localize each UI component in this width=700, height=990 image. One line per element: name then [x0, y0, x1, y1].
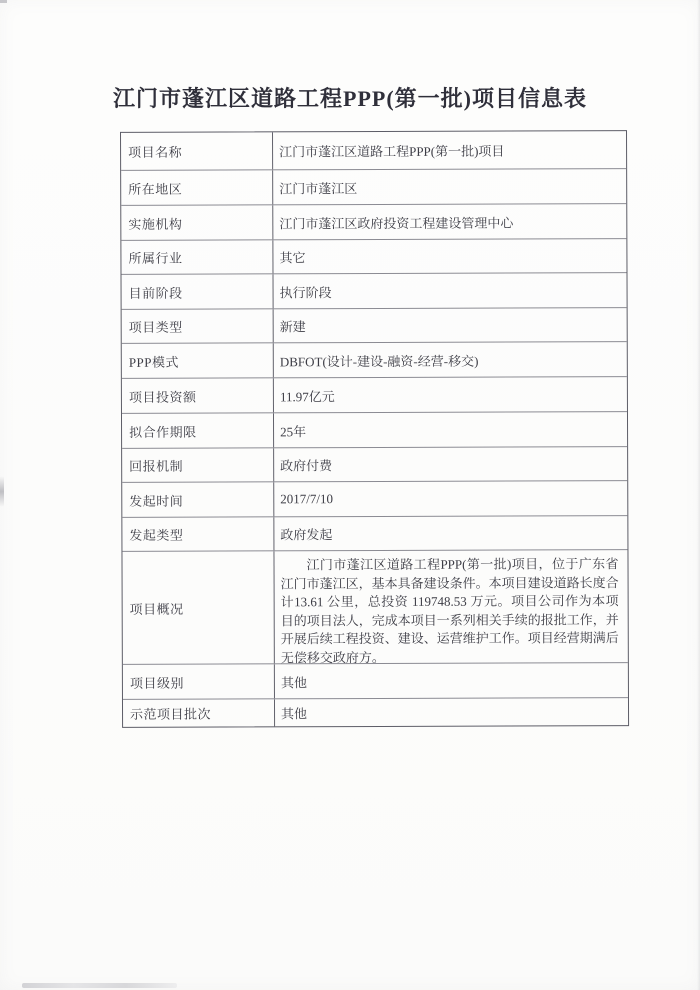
field-value — [274, 550, 627, 666]
field-label: 发起时间 — [122, 482, 274, 517]
table-row — [121, 203, 626, 240]
field-value: 2017/7/10 — [280, 491, 334, 507]
table-row — [122, 376, 627, 413]
scan-artifact-corner — [0, 0, 7, 3]
field-label: 实施机构 — [121, 205, 273, 240]
scan-artifact-bottom — [22, 983, 177, 988]
scan-artifact-left-edge — [0, 476, 4, 507]
table-row — [121, 238, 626, 274]
table-row — [121, 131, 626, 170]
table-row — [122, 341, 627, 378]
table-row — [122, 480, 627, 517]
project-info-table — [120, 130, 629, 728]
field-label: 示范项目批次 — [123, 699, 275, 727]
field-value: 其他 — [280, 674, 307, 690]
field-value: 新建 — [279, 319, 306, 335]
field-label: PPP模式 — [122, 343, 274, 378]
field-label: 项目类型 — [122, 309, 274, 343]
field-label: 拟合作期限 — [122, 413, 274, 448]
table-row — [122, 307, 627, 343]
field-label: 目前阶段 — [122, 274, 274, 309]
field-value: 江门市蓬江区政府投资工程建设管理中心 — [279, 215, 514, 231]
field-value: 11.97亿元 — [279, 388, 335, 404]
table-row — [122, 446, 627, 482]
field-label: 项目级别 — [123, 664, 275, 699]
field-value: 其他 — [281, 706, 308, 722]
field-value: 25年 — [280, 423, 307, 439]
field-label: 回报机制 — [122, 448, 274, 482]
field-value: 政府发起 — [280, 527, 333, 543]
field-label: 所属行业 — [121, 240, 273, 274]
field-value: 江门市蓬江区 — [279, 180, 358, 196]
table-row — [123, 662, 628, 699]
page-title: 江门市蓬江区道路工程PPP(第一批)项目信息表 — [113, 86, 587, 111]
field-value: 江门市蓬江区道路工程PPP(第一批)项目 — [279, 143, 505, 160]
table-row — [122, 515, 627, 551]
field-label: 发起类型 — [122, 517, 274, 551]
table-row — [122, 411, 627, 448]
table-row-project-overview — [122, 549, 627, 664]
table-row — [121, 272, 626, 309]
field-label: 项目概况 — [122, 551, 274, 664]
field-label: 项目投资额 — [122, 378, 274, 413]
table-row — [123, 697, 628, 727]
field-value: 政府付费 — [280, 458, 333, 474]
field-value: DBFOT(设计-建设-融资-经营-移交) — [279, 353, 479, 369]
field-label: 项目名称 — [121, 132, 273, 170]
field-value: 执行阶段 — [279, 284, 332, 300]
project-overview-text: 江门市蓬江区道路工程PPP(第一批)项目，位于广东省江门市蓬江区，基本具备建设条件。本项目建设道路长度合计13.61 公里，总投资 119748.53 万元。项目公司作为本项目的项目法人，完成本项目一系列相关手续的报批工作，并开展后续工程投资、建设、运营维护工作。项目经营期满后无偿移交政府方。 — [280, 556, 619, 666]
field-value: 其它 — [279, 250, 306, 266]
table-row — [121, 168, 626, 205]
field-label: 所在地区 — [121, 170, 273, 205]
